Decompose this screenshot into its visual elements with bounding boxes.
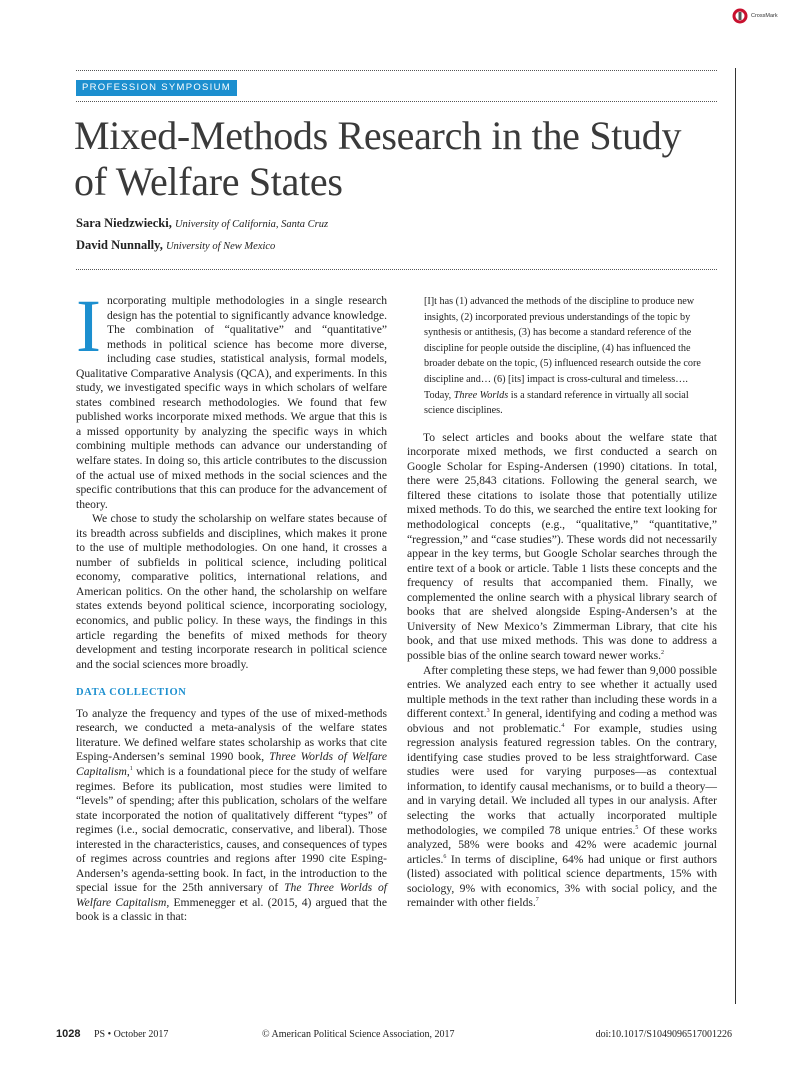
doi-link[interactable]: doi:10.1017/S1049096517001226 [595,1029,732,1040]
author-affiliation: University of New Mexico [165,241,276,252]
footnote-ref[interactable]: 1 [129,766,133,773]
footnote-ref[interactable]: 4 [561,722,565,729]
block-quote: [I]t has (1) advanced the methods of the discipline to produce new insights, (2) incorporated previous understandings of the topic by synthesis or antithesis, (3) has become a standard reference of the discipline for people outside the discipline, (4) has influenced the broader debate on the topic, (5) influenced research outside the core discipline and… (6) [its] impact is cross-cultural and timeless…. Today, Three Worlds is a standard reference in virtually all social science disciplines. [424,296,701,417]
footnote-ref[interactable]: 3 [486,708,490,715]
copyright-notice: © American Political Science Association, 2017 [262,1029,455,1040]
crossmark-icon [732,8,748,24]
author-affiliation: University of California, Santa Cruz [174,219,329,230]
footnote-ref[interactable]: 7 [535,897,539,904]
top-divider [76,70,717,71]
author-list [76,213,328,257]
author-name: David Nunnally, [76,238,163,252]
author-name: Sara Niedzwiecki, [76,216,172,230]
author-entry [76,213,328,235]
crossmark-badge[interactable] [732,8,778,24]
body-paragraph: To analyze the frequency and types of the use of mixed-methods research, we conducted a meta-analysis of the welfare states literature. We defined welfare states scholarship as works that cite Esping-Andersen’s seminal 1990 book, Three Worlds of Welfare Capitalism,$^1$ which is a foundational piece for the study of welfare regimes. Before its publication, most studies were limited to “levels” of spending; after this publication, scholars of the welfare state incorporated the notion of qualitatively different “types” of regimes (i.e., social democratic, conservative, and liberal). Those interested in the characteristics, causes, and consequences of types of regimes across countries and regions after 1990 cite Esping-Andersen’s agenda-setting book. In fact, in the introduction to the special issue for the 25th anniversary of The Three Worlds of Welfare Capitalism, Emmenegger et al. (2015, 4) argued that the book is a classic in that: [76,706,388,924]
section-tag: PROFESSION SYMPOSIUM [76,80,237,96]
author-entry [76,235,328,257]
footnote-ref[interactable]: 5 [635,824,639,831]
section-heading: DATA COLLECTION [76,687,187,699]
authors-divider [76,269,717,270]
journal-issue: PS • October 2017 [94,1029,169,1040]
intro-paragraph: Incorporating multiple methodologies in a single research design has the potential to significantly advance knowledge. The combination of “qualitative” and “quantitative” methods in political science has become more diverse, including case studies, statistical analysis, formal models, Qualitative Comparative Analysis (QCA), and experiments. In this study, we investigated specific ways in which scholars of welfare states combined research methodologies. We found that few published works incorporate mixed methods. We argue that this is a missed opportunity by analyzing the specific ways in which combining multiple methods can advance our understanding of welfare states. In doing so, this article contributes to the discussion of the actual use of mixed methods in the social sciences and the specific contributions that this can produce for the advancement of theory. [76,285,387,511]
body-paragraph: After completing these steps, we had fewer than 9,000 possible entries. We analyzed each entry to see whether it actually used multiple methods in the text rather than including these words in a different context.$^3$ In general, identifying and coding a method was obvious and not problematic.$^4$ For example, studies using regression analysis featured regression tables. On the contrary, identifying case studies proved to be less straightforward. Case studies were used for varying purposes—as contextual information, to identify causal mechanisms, or to build a theory—and in varying detail. We included all types in our analysis. After selecting the works that actually incorporated multiple methodologies, we compiled 78 unique entries.$^5$ Of these works analyzed, 58% were books and 42% were academic journal articles.$^6$ In terms of discipline, 64% had unique or first authors (listed) associated with political science departments, 15% with sociology, 9% with economics, 3% with social policy, and the remainder with other fields.$^7$ [407,663,717,910]
right-column [407,294,717,911]
body-paragraph: We chose to study the scholarship on welfare states because of its breadth across subfields and disciplines, which makes it prone to the use of multiple methodologies. On one hand, it crosses a number of subfields in political science, including political economy, comparative politics, international relations, and American politics. On the other hand, the scholarship on welfare states extends beyond political science, incorporating sociology, economics, and public policy. In these ways, the findings in this article regarding the benefits of mixed methods for theory development and testing incorporate research in political science and the social sciences more broadly. [76,512,387,671]
column-rule [735,68,736,1004]
drop-cap: I [76,285,101,368]
left-column [76,285,388,925]
footnote-ref[interactable]: 2 [661,650,665,657]
page-number: 1028 [56,1028,81,1040]
header-divider [76,101,717,102]
article-title: Mixed-Methods Research in the Study of Welfare States [74,113,682,204]
crossmark-label: CrossMark [751,13,778,19]
body-paragraph: To select articles and books about the welfare state that incorporate mixed methods, we first conducted a search on Google Scholar for Esping-Andersen (1990) citations. In total, there were 25,843 citations. Following the general search, we filtered these citations to isolate those that potentially utilize mixed methods. To do this, we searched the entire text looking for methodological concepts (e.g., “qualitative,” “quantitative,” “regression,” and “case studies”). These words did not necessarily appear in the key terms, but Google Scholar searches through the entire text of a book or article. Table 1 lists these concepts and the frequency of results that accompanied them. Finally, we complemented the online search with a physical library search of books that are shelved alongside Esping-Andersen’s at the University of New Mexico’s Zimmerman Library, that cite his book, and that use mixed methods. This was done to address a possible bias of the online search toward newer works.$^2$ [407,430,717,662]
footnote-ref[interactable]: 6 [443,853,447,860]
